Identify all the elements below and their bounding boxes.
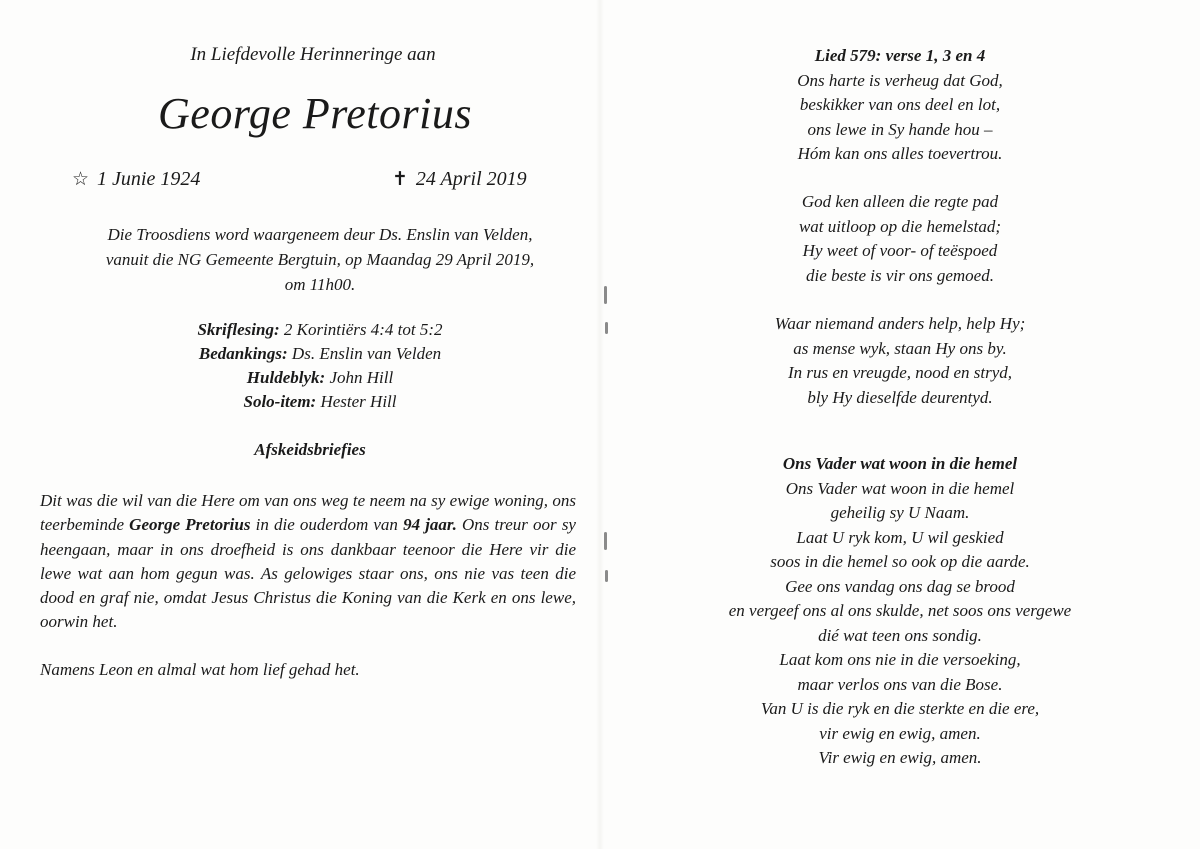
service-line: om 11h00. <box>284 275 356 294</box>
program-value: Ds. Enslin van Velden <box>287 344 442 363</box>
farewell-age: 94 jaar. <box>403 515 457 535</box>
hymn-line: as mense wyk, staan Hy ons by. <box>793 338 1007 358</box>
farewell-message <box>40 489 576 635</box>
farewell-signoff: Namens Leon en almal wat hom lief gehad het. <box>40 660 360 679</box>
prayer-line: Ons Vader wat woon in die hemel <box>785 478 1015 498</box>
hymn-line: Ons harte is verheug dat God, <box>797 70 1003 90</box>
hymn-title: Lied 579: verse 1, 3 en 4 <box>814 46 986 65</box>
farewell-text: Dit was die wil van die Here om van ons weg te neem na sy ewige woning, ons teerbeminde <box>40 491 576 535</box>
memory-heading: In Liefdevolle Herinneringe aan <box>190 44 436 65</box>
service-program <box>40 318 600 414</box>
birth-date <box>72 168 200 191</box>
program-value: Hester Hill <box>316 392 397 411</box>
service-line: vanuit die NG Gemeente Bergtuin, op Maandag 29 April 2019, <box>105 250 535 269</box>
service-line: Die Troosdiens word waargeneem deur Ds. Enslin van Velden, <box>107 225 533 244</box>
deceased-name: George Pretorius <box>158 89 472 138</box>
program-item-thanks <box>40 342 600 366</box>
service-details <box>40 222 600 297</box>
hymn-line: beskikker van ons deel en lot, <box>799 95 1001 114</box>
program-label: Solo-item: <box>243 392 317 411</box>
hymn-stanza <box>700 190 1100 288</box>
hymn <box>700 44 1100 167</box>
prayer-line: geheilig sy U Naam. <box>830 503 970 522</box>
hymn-line: die beste is vir ons gemoed. <box>806 265 994 285</box>
cross-icon: ✝ <box>392 169 408 190</box>
program-item-tribute <box>40 366 600 390</box>
birth-date-text: 1 Junie 1924 <box>97 168 201 190</box>
hymn-line: God ken alleen die regte pad <box>801 192 999 211</box>
farewell-name: George Pretorius <box>129 515 251 535</box>
farewell-text: in die ouderdom van <box>250 515 404 535</box>
hymn-stanza <box>700 312 1100 410</box>
hymn-line: In rus en vreugde, nood en stryd, <box>787 363 1013 382</box>
hymn-stanza <box>700 69 1100 167</box>
prayer-line: Van U is die ryk en die sterkte en die ere, <box>760 699 1040 718</box>
prayer-line: Vir ewig en ewig, amen. <box>818 748 982 767</box>
prayer-line: maar verlos ons van die Bose. <box>797 674 1003 694</box>
prayer-title: Ons Vader wat woon in die hemel <box>782 454 1018 473</box>
star-icon: ☆ <box>72 169 90 190</box>
hymn-line: Hóm kan ons alles toevertrou. <box>797 144 1003 163</box>
prayer-line: en vergeef ons al ons skulde, net soos ons vergewe <box>728 601 1072 620</box>
prayer-line: vir ewig en ewig, amen. <box>819 723 981 743</box>
prayer-line: Laat U ryk kom, U wil geskied <box>796 527 1004 547</box>
farewell-title: Afskeidsbriefies <box>254 440 366 459</box>
hymn-line: ons lewe in Sy hande hou – <box>807 119 993 139</box>
program-item-scripture <box>40 318 600 342</box>
farewell-text: Ons treur oor sy heengaan, maar in ons droefheid is ons dankbaar teenoor die Here vir die lewe wat aan hom gegun was. As gelowiges staar ons, ons nie vas teen die dood en graf nie, omdat Jesus Christus die Koning van die Kerk en ons lewe, oorwin het. <box>40 515 576 632</box>
program-label: Skriflesing: <box>197 320 280 339</box>
program-value: John Hill <box>325 368 394 387</box>
program-label: Huldeblyk: <box>246 368 326 387</box>
program-label: Bedankings: <box>198 344 288 363</box>
hymn-line: Hy weet of voor- of teëspoed <box>802 241 998 260</box>
prayer-line: Laat kom ons nie in die versoeking, <box>779 650 1021 669</box>
prayer-line: Gee ons vandag ons dag se brood <box>785 576 1015 596</box>
prayer-line: dié wat teen ons sondig. <box>818 625 982 645</box>
lords-prayer <box>680 452 1120 771</box>
hymn-line: bly Hy dieselfde deurentyd. <box>807 387 993 407</box>
program-item-solo <box>40 390 600 414</box>
hymn-line: wat uitloop op die hemelstad; <box>798 216 1002 236</box>
prayer-line: soos in die hemel so ook op die aarde. <box>770 552 1030 571</box>
hymn-line: Waar niemand anders help, help Hy; <box>774 314 1026 333</box>
death-date-text: 24 April 2019 <box>415 168 527 190</box>
program-value: 2 Korintiërs 4:4 tot 5:2 <box>279 320 443 339</box>
death-date <box>392 168 527 191</box>
